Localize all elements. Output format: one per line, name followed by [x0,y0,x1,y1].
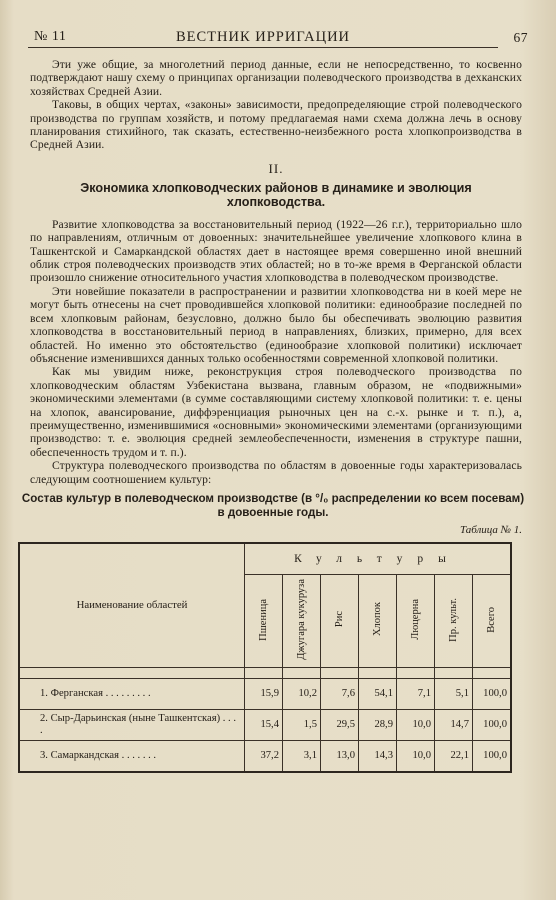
table-cell: 14,7 [435,709,473,740]
paragraph: Эти уже общие, за многолетний период данные, если не непосредственно, то косвенно подтверждают нашу схему о принципах организации полеводческого производства в дехканских хозяйствах Средней Азии. [30,58,522,98]
table-cell: 5,1 [435,678,473,709]
table-row [19,740,511,772]
column-header: Джугара кукуруза [283,574,321,667]
region-name: 1. Ферганская . . . . . . . . . [19,678,245,709]
table-row [19,709,511,740]
table-caption: Состав культур в полеводческом производстве (в °/₀ распределении ко всем посевам) в довоенные годы. [21,491,525,519]
crop-composition-table [18,542,512,773]
column-group-header: Культуры [245,543,512,575]
paragraph: Структура полеводческого производства по областям в довоенные годы характеризовалась следующим соотношением культур: [30,459,522,486]
table-cell: 29,5 [321,709,359,740]
paragraph: Таковы, в общих чертах, «законы» зависимости, предопределяющие строй полеводческого производства по группам хозяйств, и потому предлагаемая нами схема должна лечь в основу планирования стихийного, так сказать, естественно-неизбежного роста хлопкопроизводства в Средней Азии. [30,98,522,152]
column-header: Всего [473,574,512,667]
table-cell: 22,1 [435,740,473,772]
table-cell: 28,9 [359,709,397,740]
column-header: Хлопок [359,574,397,667]
table-cell: 10,2 [283,678,321,709]
table-cell: 100,0 [473,678,512,709]
column-header: Пр. культ. [435,574,473,667]
page-number: 67 [513,30,528,45]
column-header: Пшеница [245,574,283,667]
section-number: II. [268,160,284,176]
paragraph: Развитие хлопководства за восстановительный период (1922—26 г.г.), территориально шло по направлениям, отличным от довоенных: значительнейшее увеличение хлопкового клина в Ташкентской и Самаркандской областях дает в настоящее время совершенно иной внешний облик строя полеводческих производств этих областей; но в то-же время в Ферганской области произошло снижение относительного участия хлопководства в полеводческом производстве. [30,217,522,285]
table-cell: 10,0 [397,740,435,772]
table-row [19,678,511,709]
article-body [21,58,525,773]
table-cell: 37,2 [245,740,283,772]
issue-number: № 11 [34,29,67,44]
table-cell: 15,9 [245,678,283,709]
table-cell: 100,0 [473,740,512,772]
table-cell: 7,6 [321,678,359,709]
table-cell: 7,1 [397,678,435,709]
column-header-region: Наименование областей [19,543,245,668]
section-heading: Экономика хлопководческих районов в динамике и эволюция хлопководства. [80,180,472,210]
table-cell: 100,0 [473,709,512,740]
table-cell: 10,0 [397,709,435,740]
column-header: Рис [321,574,359,667]
table-cell: 15,4 [245,709,283,740]
table-cell: 3,1 [283,740,321,772]
table-cell: 14,3 [359,740,397,772]
table-cell: 13,0 [321,740,359,772]
paragraph: Как мы увидим ниже, реконструкция строя полеводческого производства по хлопководческим областям Узбекистана вызвана, главным образом, не «подвижными» экономическими элементами (в сумме составляющими систему хлопковой политики: т. е. цены на хлопок, авансирование, диффэренциация рыночных цен на с.-х. рынке и т. п.), а, преимущественно, изменившимися «основными» экономическими элементами (организующими производство: т. е. эволюция средней землеобеспеченности, изменения в структуре пашни, обеспеченность трудом и т. п.). [30,365,522,459]
table-number: Таблица № 1. [459,523,522,536]
table-cell: 1,5 [283,709,321,740]
column-header: Люцерна [397,574,435,667]
table-cell: 54,1 [359,678,397,709]
paragraph: Эти новейшие показатели в распространении и развитии хлопководства ни в коей мере не могут быть отнесены на счет проводившейся хлопковой политики: единообразие последней по всем хлопковым районам, безусловно, должно было бы обеспечивать эволюцию развития хлопководства в восстановительный период в направлениях, близких, примерно, для всех областей. Но именно это обстоятельство (единообразие хлопковой политики) исключает объяснение изменившихся данных только особенностями современной хлопковой политики. [30,284,522,365]
region-name: 2. Сыр-Дарьинская (ныне Ташкентская) . . . . [19,709,245,740]
running-header [28,27,528,48]
region-name: 3. Самаркандская . . . . . . . [19,740,245,772]
journal-title: ВЕСТНИК ИРРИГАЦИИ [175,29,351,45]
